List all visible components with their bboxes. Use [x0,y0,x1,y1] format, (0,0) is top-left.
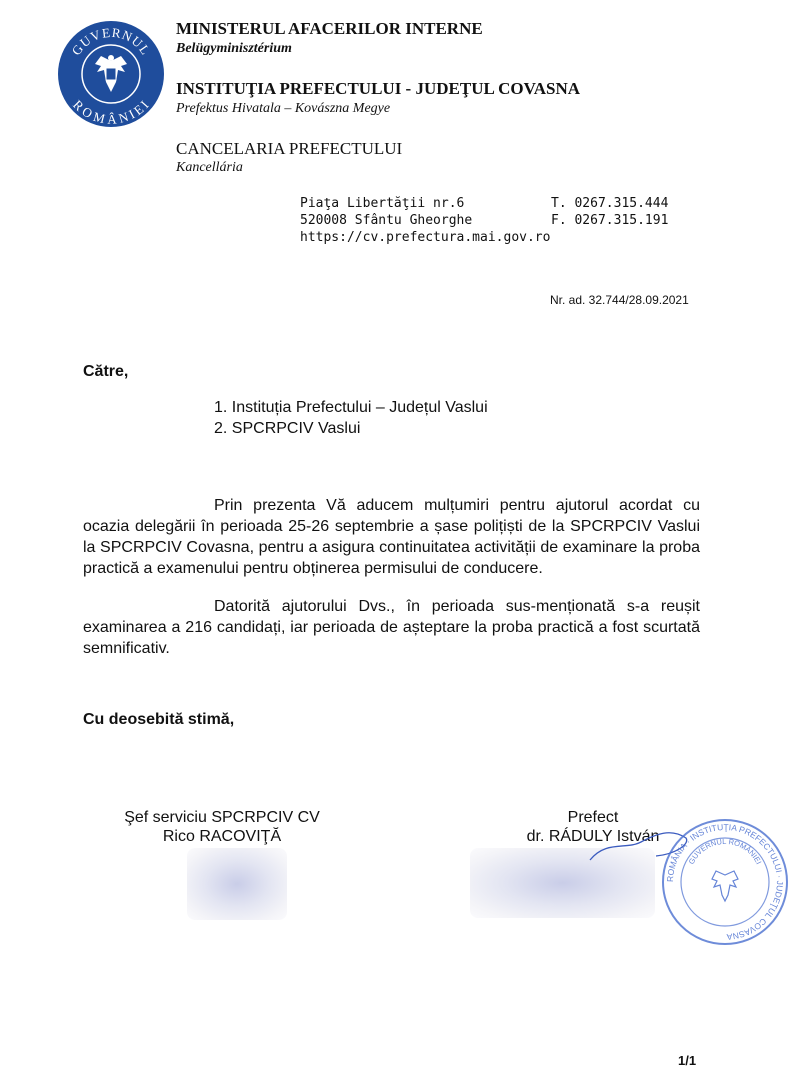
ministry-name: MINISTERUL AFACERILOR INTERNE [176,19,483,38]
phone-block [551,195,668,229]
signer-title: Şef serviciu SPCRPCIV CV [124,809,320,826]
government-seal-logo [57,20,165,128]
body-paragraph: Prin prezenta Vă aducem mulțumiri pentru ajutorul acordat cu ocazia delegării în perioada 25-26 septembrie a șase polițiști de la SPCRPCIV Vaslui la SPCRPCIV Covasna, pentru a asigura continuitatea activității de examinare la proba practică a examenului pentru obținerea permisului de conducere. [83,497,700,577]
signer-name: Rico RACOVIŢĂ [162,828,282,845]
salutation: Către, [83,363,129,380]
closing-formula: Cu deosebită stimă, [83,711,235,728]
signer-title: Prefect [567,809,619,826]
svg-text:ROMÂNIA · INSTITUŢIA PREFECTUL: ROMÂNIA · INSTITUŢIA PREFECTULUI · JUDEŢUL COVASNA [664,821,786,943]
body-paragraph: Datorită ajutorului Dvs., în perioada sus-menționată s-a reușit examinarea a 216 candidați, iar perioada de așteptare la proba practică a fost scurtată semnificativ. [83,598,700,657]
registration-number: Nr. ad. 32.744/28.09.2021 [550,293,689,307]
office-name: CANCELARIA PREFECTULUI [176,139,403,158]
svg-text:ROMÂNIEI: ROMÂNIEI [70,96,153,127]
fax-number: F. 0267.315.191 [551,213,669,228]
address-block [300,195,550,246]
signer-name: dr. RÁDULY István [526,828,660,845]
institution-name: INSTITUŢIA PREFECTULUI - JUDEŢUL COVASNA [176,79,580,98]
redacted-signature [187,848,287,920]
signature-block-left [117,808,327,846]
address-line: 520008 Sfântu Gheorghe [300,213,473,228]
page-number: 1/1 [678,1053,697,1068]
phone-number: T. 0267.315.444 [551,196,669,211]
ministry-name-hungarian: Belügyminisztérium [176,41,292,56]
office-name-hungarian: Kancellária [176,160,243,175]
address-line: Piaţa Libertăţii nr.6 [300,196,465,211]
official-stamp [660,817,790,947]
institution-name-hungarian: Prefektus Hivatala – Kovászna Megye [176,101,391,116]
recipient-item: 1. Instituția Prefectului – Județul Vaslui [214,399,488,416]
svg-text:GUVERNUL ROMÂNIEI: GUVERNUL ROMÂNIEI [686,836,764,866]
website-link[interactable]: https://cv.prefectura.mai.gov.ro [300,230,551,245]
svg-text:GUVERNUL: GUVERNUL [68,24,154,59]
recipient-item: 2. SPCRPCIV Vaslui [214,420,361,437]
